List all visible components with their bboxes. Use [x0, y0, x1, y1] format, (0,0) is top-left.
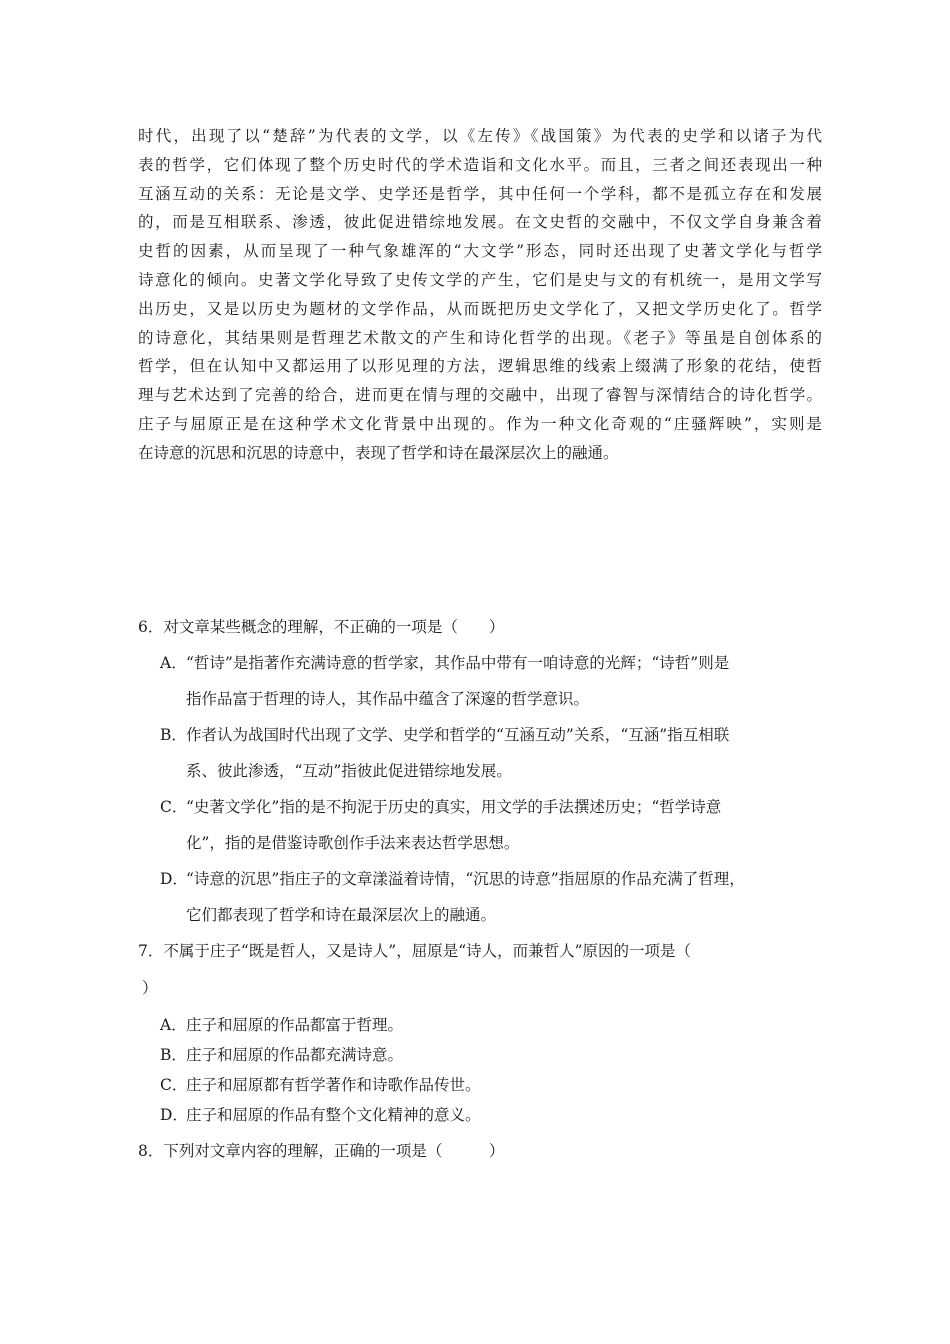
option-text: 作者认为战国时代出现了文学、史学和哲学的“互涵互动”关系，“互涵”指互相联	[186, 726, 730, 744]
option-text-continued: 系、彼此渗透，“互动”指彼此促进错综地发展。	[186, 762, 512, 780]
reading-passage	[138, 122, 822, 468]
question-6-stem: 6．对文章某些概念的理解，不正确的一项是（ ）	[138, 618, 505, 636]
question-7-option-b[interactable]	[138, 1040, 828, 1070]
passage-line: 的，而是互相联系、渗透，彼此促进错综地发展。在文史哲的交融中，不仅文学自身兼含着	[138, 213, 822, 232]
question-6-option-c[interactable]	[138, 786, 828, 858]
question-7-stem-line: ）	[142, 979, 158, 997]
option-label: D．	[160, 870, 188, 888]
option-text-continued: 它们都表现了哲学和诗在最深层次上的融通。	[186, 906, 497, 924]
option-label: C．	[160, 798, 188, 816]
question-6	[138, 612, 828, 930]
passage-line: 史哲的因素，从而呈现了一种气象雄浑的“大文学”形态，同时还出现了史著文学化与哲学	[138, 242, 822, 261]
question-7-option-d[interactable]	[138, 1100, 828, 1130]
question-7	[138, 936, 828, 1130]
option-text: “哲诗”是指著作充满诗意的哲学家，其作品中带有一咱诗意的光辉；“诗哲”则是	[186, 654, 730, 672]
question-7-option-a[interactable]	[138, 1010, 828, 1040]
option-text: 庄子和屈原的作品都富于哲理。	[186, 1016, 404, 1034]
passage-line: 出历史，又是以历史为题材的文学作品，从而既把历史文学化了，又把文学历史化了。哲学	[138, 299, 822, 318]
option-label: A．	[160, 654, 187, 672]
option-text-continued: 指作品富于哲理的诗人，其作品中蕴含了深邃的哲学意识。	[186, 690, 590, 708]
passage-line: 庄子与屈原正是在这种学术文化背景中出现的。作为一种文化奇观的“庄骚辉映”，实则是	[138, 414, 822, 433]
option-text: 庄子和屈原的作品都充满诗意。	[186, 1046, 404, 1064]
option-label: A．	[160, 1016, 187, 1034]
passage-line: 理与艺术达到了完善的给合，进而更在情与理的交融中，出现了睿智与深情结合的诗化哲学。	[138, 386, 822, 405]
question-6-option-a[interactable]	[138, 642, 828, 714]
passage-line: 时代，出现了以“楚辞”为代表的文学，以《左传》《战国策》为代表的史学和以诸子为代	[138, 127, 822, 145]
passage-paragraph	[138, 122, 822, 468]
option-label: B．	[160, 1046, 187, 1064]
option-label: B．	[160, 726, 187, 744]
question-8-stem: 8．下列对文章内容的理解，正确的一项是（ ）	[138, 1142, 505, 1160]
option-text: “史著文学化”指的是不拘泥于历史的真实，用文学的手法撰述历史；“哲学诗意	[186, 798, 722, 816]
option-label: D．	[160, 1106, 188, 1124]
question-8	[138, 1136, 828, 1166]
passage-line: 的诗意化，其结果则是哲理艺术散文的产生和诗化哲学的出现。《老子》等虽是自创体系的	[138, 328, 822, 347]
option-text: “诗意的沉思”指庄子的文章漾溢着诗情，“沉思的诗意”指屈原的作品充满了哲理，	[186, 870, 745, 888]
question-6-option-d[interactable]	[138, 858, 828, 930]
passage-line: 表的哲学，它们体现了整个历史时代的学术造诣和文化水平。而且，三者之间还表现出一种	[138, 155, 822, 174]
passage-line: 哲学，但在认知中又都运用了以形见理的方法，逻辑思维的线索上缀满了形象的花结，使哲	[138, 357, 822, 376]
option-text: 庄子和屈原都有哲学著作和诗歌作品传世。	[186, 1076, 481, 1094]
passage-line: 诗意化的倾向。史著文学化导致了史传文学的产生，它们是史与文的有机统一，是用文学写	[138, 270, 822, 289]
question-7-stem	[138, 936, 828, 1010]
option-label: C．	[160, 1076, 188, 1094]
question-7-option-c[interactable]	[138, 1070, 828, 1100]
passage-line: 互涵互动的关系：无论是文学、史学还是哲学，其中任何一个学科，都不是孤立存在和发展	[138, 184, 822, 203]
question-7-stem-line: 7．不属于庄子“既是哲人，又是诗人”，屈原是“诗人，而兼哲人”原因的一项是（	[138, 942, 692, 960]
question-6-option-b[interactable]	[138, 714, 828, 786]
questions-section	[138, 612, 828, 1166]
option-text: 庄子和屈原的作品有整个文化精神的意义。	[186, 1106, 481, 1124]
passage-line: 在诗意的沉思和沉思的诗意中，表现了哲学和诗在最深层次上的融通。	[138, 443, 619, 462]
option-text-continued: 化”，指的是借鉴诗歌创作手法来表达哲学思想。	[186, 834, 520, 852]
